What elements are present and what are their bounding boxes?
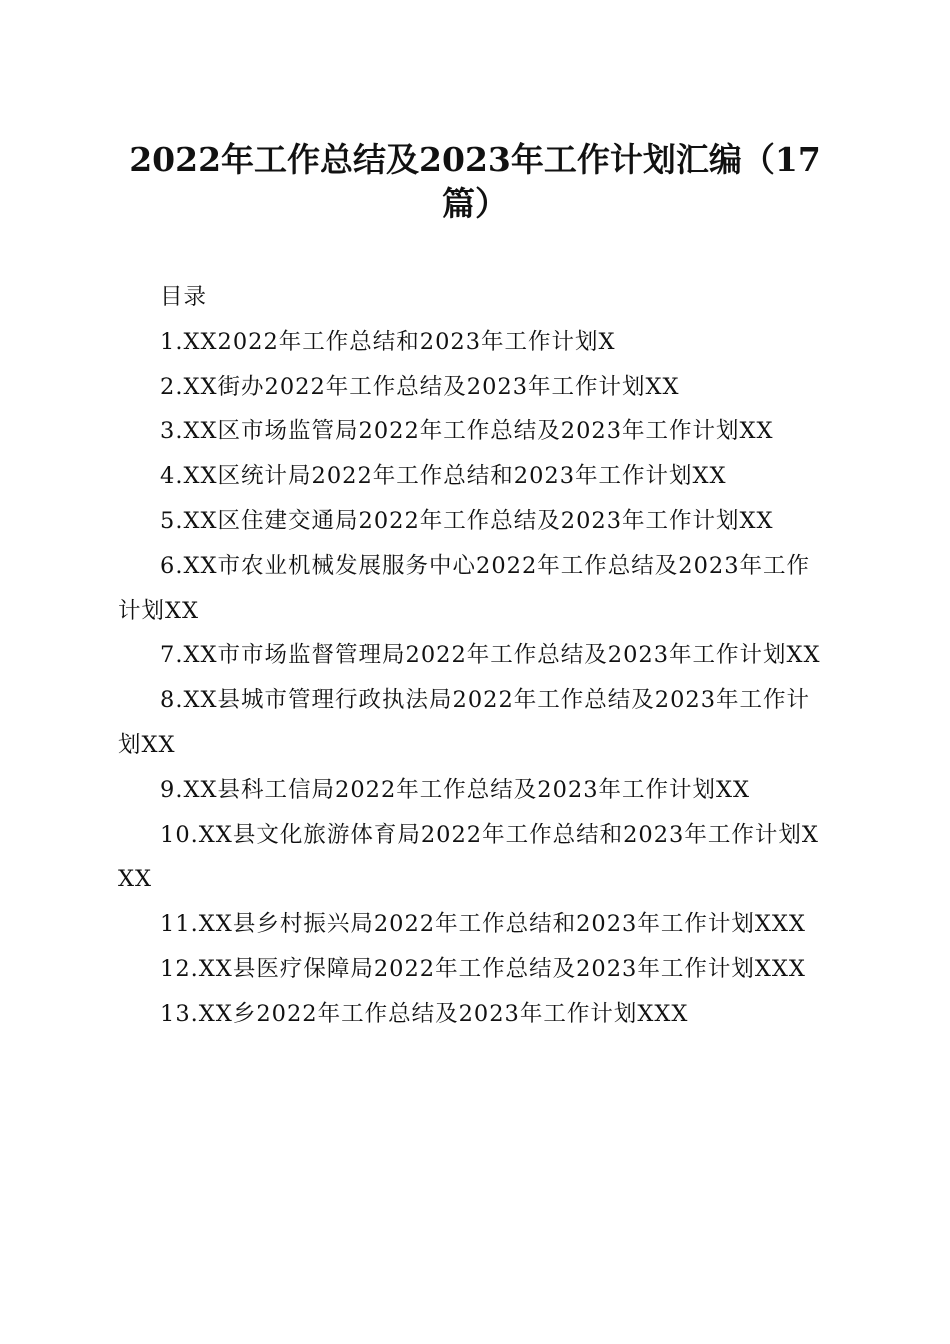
toc-item: 5.XX区住建交通局2022年工作总结及2023年工作计划XX [160,507,774,534]
toc-heading: 目录 [160,284,208,310]
table-of-contents [118,275,832,1037]
toc-item: 3.XX区市场监管局2022年工作总结及2023年工作计划XX [160,418,774,445]
toc-item: 2.XX街办2022年工作总结及2023年工作计划XX [160,373,680,400]
toc-item: 4.XX区统计局2022年工作总结和2023年工作计划XX [160,463,727,490]
toc-item: 9.XX县科工信局2022年工作总结及2023年工作计划XX [160,776,751,803]
toc-item: 7.XX市市场监督管理局2022年工作总结及2023年工作计划XX [160,642,821,669]
document-title: 2022年工作总结及2023年工作计划汇编（17篇） [129,140,821,223]
toc-item: 10.XX县文化旅游体育局2022年工作总结和2023年工作计划XXX [118,821,819,893]
toc-item: 12.XX县医疗保障局2022年工作总结及2023年工作计划XXX [160,955,806,982]
toc-list [118,320,832,1037]
toc-item: 8.XX县城市管理行政执法局2022年工作总结及2023年工作计划XX [118,687,811,758]
toc-item: 6.XX市农业机械发展服务中心2022年工作总结及2023年工作计划XX [118,552,811,624]
toc-item: 1.XX2022年工作总结和2023年工作计划X [160,328,616,355]
toc-item: 13.XX乡2022年工作总结及2023年工作计划XXX [160,1000,689,1027]
toc-item: 11.XX县乡村振兴局2022年工作总结和2023年工作计划XXX [160,911,806,938]
